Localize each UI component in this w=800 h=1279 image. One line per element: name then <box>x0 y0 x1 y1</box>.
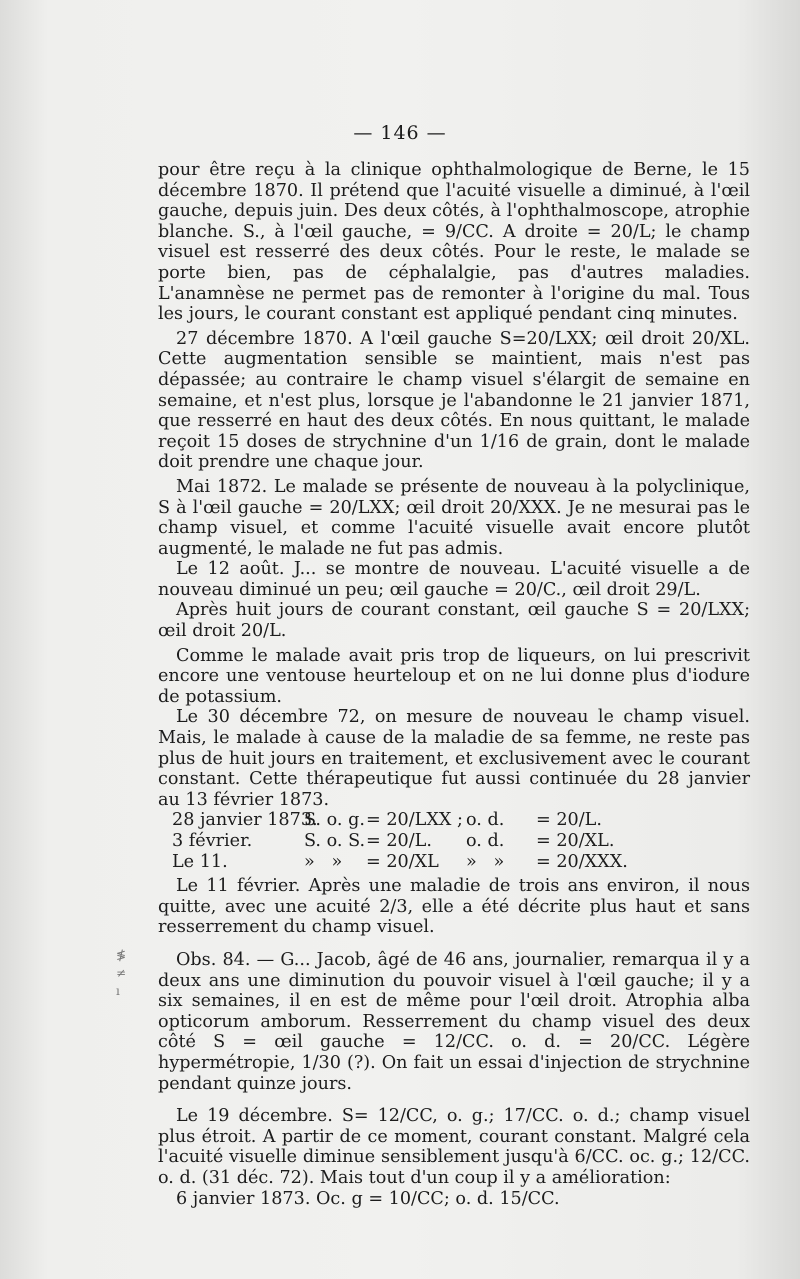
page-number: — 146 — <box>353 122 447 144</box>
table-cell: = 20/L. <box>366 831 432 851</box>
paragraph: Le 19 décembre. S= 12/CC, o. g.; 17/CC. o. d.; champ visuel plus étroit. A partir de ce moment, courant constant. Malgré cela l'acuité visuelle diminue sensiblement jusqu'à 6/CC. oc. g.; 12/CC. o. d. (31 déc. 72). Mais tout d'un coup il y a amélioration: <box>158 1106 750 1188</box>
table-cell: Le 11. <box>172 851 228 872</box>
table-cell: = 20/L. <box>536 810 602 831</box>
observation-label: Obs. 84. <box>176 949 251 970</box>
table-cell: o. d. <box>466 810 505 831</box>
table-cell: S. o. g. <box>304 810 365 831</box>
table-cell: = 20/XL <box>366 851 439 872</box>
table-cell: = 20/XL. <box>536 831 615 851</box>
table-cell: = 20/LXX ; <box>366 810 463 831</box>
table-row <box>158 852 750 873</box>
paragraph: Comme le malade avait pris trop de liqueurs, on lui prescrivit encore une ventouse heurteloup et on ne lui donne plus d'iodure de potassium. <box>158 645 750 707</box>
table-cell: o. d. <box>466 831 505 851</box>
paragraph: Le 30 décembre 72, on mesure de nouveau le champ visuel. Mais, le malade à cause de la maladie de sa femme, ne reste pas plus de huit jours en traitement, et exclusivement avec le courant constant. Cette thérapeutique fut aussi continuée du 28 janvier au 13 février 1873. <box>158 707 750 810</box>
table-cell: » » <box>304 851 343 872</box>
body-text <box>158 160 750 1209</box>
paragraph: Le 11 février. Après une maladie de trois ans environ, il nous quitte, avec une acuité 2/3, elle a été décrite plus haut et sans resserrement du champ visuel. <box>158 876 750 938</box>
paragraph: Mai 1872. Le malade se présente de nouveau à la polyclinique, S à l'œil gauche = 20/LXX; œil droit 20/XXX. Je ne mesurai pas le champ visuel, et comme l'acuité visuelle avait encore plutôt augmenté, le malade ne fut pas admis. <box>158 476 750 559</box>
last-line: 6 janvier 1873. Oc. g = 10/CC; o. d. 15/CC. <box>176 1188 560 1209</box>
observation-text: — G... Jacob, âgé de 46 ans, journalier, remarqua il y a deux ans une diminution du pouvoir visuel à l'œil gauche; il y a six semaines, il en est de même pour l'œil droit. Atrophia alba opticorum amborum. Resserrement du champ visuel des deux côté S = œil gauche = 12/CC. o. d. = 20/CC. Légère hypermétropie, 1/30 (?). On fait un essai d'injection de strychnine pendant quinze jours. <box>158 949 751 1094</box>
table-cell: » » <box>466 851 505 872</box>
observation-84 <box>158 950 750 1094</box>
paragraph: Le 12 août. J... se montre de nouveau. L'acuité visuelle a de nouveau diminué un peu; œil gauche = 20/C., œil droit 29/L. <box>158 559 750 600</box>
table-row <box>158 810 750 831</box>
table-cell: S. o. S. <box>304 831 366 851</box>
paragraph: pour être reçu à la clinique ophthalmologique de Berne, le 15 décembre 1870. Il prétend que l'acuité visuelle a diminué, à l'œil gauche, depuis juin. Des deux côtés, à l'ophthalmoscope, atrophie blanche. S., à l'œil gauche, = 9/CC. A droite = 20/L; le champ visuel est resserré des deux côtés. Pour le reste, le malade se porte bien, pas de céphalalgie, pas d'autres maladies. L'anamnèse ne permet pas de remonter à l'origine du mal. Tous les jours, le courant constant est appliqué pendant cinq minutes. <box>158 160 750 325</box>
table-cell: 28 janvier 1873. <box>172 810 318 831</box>
measurement-table <box>158 810 750 872</box>
table-cell: 3 février. <box>172 831 253 851</box>
table-row <box>158 831 750 852</box>
table-cell: = 20/XXX. <box>536 851 628 872</box>
margin-marks: ≸ ≠ ı <box>116 948 127 998</box>
paragraph: Après huit jours de courant constant, œil gauche S = 20/LXX; œil droit 20/L. <box>158 600 750 642</box>
paragraph: 27 décembre 1870. A l'œil gauche S=20/LXX; œil droit 20/XL. Cette augmentation sensible se maintient, mais n'est pas dépassée; au contraire le champ visuel s'élargit de semaine en semaine, et n'est plus, lorsque je l'abandonne le 21 janvier 1871, que resserré en haut des deux côtés. En nous quittant, le malade reçoit 15 doses de strychnine d'un 1/16 de grain, dont le malade doit prendre une chaque jour. <box>158 328 750 473</box>
